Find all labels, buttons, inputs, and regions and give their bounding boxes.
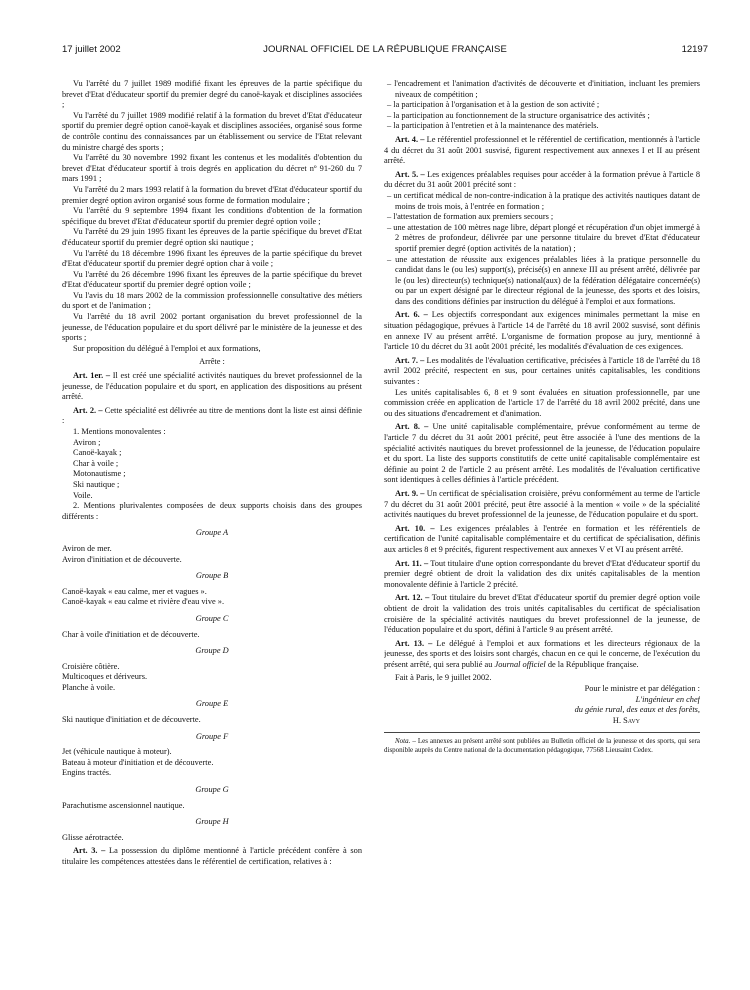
article-7-text: Les modalités de l'évaluation certificative, précisées à l'article 18 de l'arrêté du 18 avril 2002 précité, respectent en sus, pour certaines unités capitalisables, les conditions suivantes :: [384, 355, 700, 387]
article-3-label: Art. 3. –: [73, 846, 106, 856]
signatory-name: H. Savy: [612, 715, 640, 725]
article-2-text: Cette spécialité est délivrée au titre de mentions dont la liste est ainsi définie :: [62, 405, 362, 426]
page-header: [62, 44, 708, 58]
group-item: Multicoques et dériveurs.: [62, 672, 148, 682]
article-2: [62, 406, 362, 427]
group-item: Aviron d'initiation et de découverte.: [62, 554, 182, 564]
group-item: Ski nautique d'initiation et de découverte.: [62, 715, 201, 725]
group-item: Canoë-kayak « eau calme et rivière d'eau vive ».: [62, 597, 225, 607]
article-6-text: Les objectifs correspondant aux exigences minimales permettant la mise en situation pédagogique, prévues à l'article 14 de l'arrêté du 18 avril 2002 susvisé, sont définis en annexe IV au présent arrêté. L'organisme de formation propose au jury, mentionné à l'article 10 du décret du 31 août 2001 précité, les modalités d'évaluation de ces exigences.: [384, 310, 700, 352]
article-6: [384, 310, 700, 352]
article-4-label: Art. 4. –: [395, 134, 425, 144]
right-column: [384, 79, 700, 979]
article-4: [384, 135, 700, 167]
group-item: Parachutisme ascensionnel nautique.: [62, 800, 185, 810]
signature-line-2: L'ingénieur en chef: [635, 694, 700, 704]
article-11-text: Tout titulaire d'une option correspondante du brevet d'Etat d'éducateur sportif du premier degré obtient de droit la validation des dix unités capitalisables de la mention monovalente définie à l'article 2 précité.: [384, 558, 700, 589]
list-item: – l'encadrement et l'animation d'activités de découverte et d'initiation, incluant les premiers niveaux de compétition ;: [387, 79, 700, 99]
visa-paragraph: Vu l'arrêté du 18 décembre 1996 fixant les épreuves de la partie spécifique du brevet d'Etat d'éducateur sportif du premier degré option char à voile ;: [62, 248, 362, 269]
visa-paragraph: Vu l'arrêté du 7 juillet 1989 modifié fixant les épreuves de la partie spécifique du brevet d'Etat d'éducateur sportif du premier degré du canoë-kayak et disciplines associées ;: [62, 79, 362, 110]
signature-line-3: du génie rural, des eaux et des forêts,: [574, 705, 700, 715]
article-9-label: Art. 9. –: [395, 488, 425, 498]
group-item: Planche à voile.: [62, 682, 116, 692]
article-3-text: La possession du diplôme mentionné à l'article précédent confère à son titulaire les compétences attestées dans le référentiel de certification, relatives à :: [62, 846, 362, 866]
group-heading: Groupe A: [195, 528, 229, 538]
visa-paragraph: Vu l'arrêté du 9 septembre 1994 fixant les conditions d'obtention de la formation spécifique du brevet d'Etat d'éducateur sportif du premier degré option voile ;: [62, 206, 362, 226]
mono-mention: Voile.: [73, 490, 93, 500]
visa-paragraph: Vu l'arrêté du 29 juin 1995 fixant les épreuves de la partie spécifique du brevet d'Etat d'éducateur sportif du premier degré option ski nautique ;: [62, 227, 362, 247]
groups-list: [62, 528, 362, 843]
list-item: – la participation à l'organisation et à la gestion de son activité ;: [387, 100, 600, 110]
article-7-label: Art. 7. –: [395, 355, 425, 365]
list-item: – une attestation de 100 mètres nage libre, départ plongé et récupération d'un objet immergé à 2 mètres de profondeur, délivrée par une personne titulaire du brevet d'Etat d'éducateur sportif premier degré (option activités de la natation) ;: [387, 222, 700, 253]
mono-mention: Motonautisme ;: [73, 469, 126, 479]
article-12-text: Tout titulaire du brevet d'Etat d'éducateur sportif du premier degré option voile obtient de droit la validation des trois unités capitalisables du certificat de spécialisation croisière de la spécialité activités nautiques du brevet professionnel de la jeunesse, de l'éducation populaire et du sport, défini à l'article 9 au présent arrêté.: [384, 593, 700, 635]
article-1-text: Il est créé une spécialité activités nautiques du brevet professionnel de la jeunesse, de l'éducation populaire et du sport, en application des dispositions au présent arrêté.: [62, 371, 362, 402]
pluri-title: 2. Mentions plurivalentes composées de deux supports choisis dans des groupes différents :: [62, 501, 362, 521]
visa-paragraph: Sur proposition du délégué à l'emploi et aux formations,: [73, 343, 261, 353]
article-5: [384, 170, 700, 191]
page-number: 12197: [681, 44, 708, 55]
visa-paragraph: Vu l'arrêté du 30 novembre 1992 fixant les contenus et les modalités d'obtention du brevet d'Etat d'éducateur sportif à trois degrés en application du décret nº 91-260 du 7 mars 1991 ;: [62, 153, 362, 184]
visa-paragraph: Vu l'arrêté du 7 juillet 1989 modifié relatif à la formation du brevet d'Etat d'éducateur sportif du premier degré option canoë-kayak et disciplines associées, organisé sous forme de contrôle continu des connaissances par un établissement ou service de l'Etat relevant du ministre chargé des sports ;: [62, 110, 362, 152]
article-8-text: Une unité capitalisable complémentaire, prévue conformément au terme de l'article 7 du décret du 31 août 2001 précité, peut être associée à l'une des mentions de la spécialité activités nautiques du brevet professionnel de la jeunesse, de l'éducation populaire et du sport. La liste des supports constitutifs de cette unité capitalisable complémentaire est définie au point 2 de l'article 2 au présent arrêté. Les modalités de l'évaluation certificative sont identiques à celles définies à l'article précédent.: [384, 422, 700, 485]
article-11: [384, 559, 700, 591]
group-heading: Groupe F: [195, 731, 229, 741]
header-date: 17 juillet 2002: [62, 44, 121, 55]
mono-mention: Aviron ;: [73, 437, 101, 447]
article-11-label: Art. 11. –: [395, 558, 429, 568]
group-item: Glisse aérotractée.: [62, 832, 124, 842]
list-item: – la participation à l'entretien et à la maintenance des matériels.: [387, 121, 599, 131]
left-column: [62, 79, 362, 979]
article-13-end: de la République française.: [547, 659, 639, 669]
list-item: – l'attestation de formation aux premiers secours ;: [387, 212, 554, 222]
article-13-journal: Journal officiel: [494, 659, 546, 669]
article-13-label: Art. 13. –: [395, 638, 433, 648]
list-item: – une attestation de réussite aux exigences préalables liées à la pratique personnelle du candidat dans le (ou les) support(s), précisé(s) en annexe III au présent arrêté, délivrée par le (ou les) directeur(s) technique(s) national(aux) de la fédération délégataire concernée(s) ou par un expert désigné par le directeur régional de la jeunesse, des sports et des loisirs, dans des conditions définies par instruction du délégué à l'emploi et aux formations.: [387, 254, 700, 306]
signature-line-1: Pour le ministre et par délégation :: [584, 684, 700, 694]
article-10-text: Les exigences préalables à l'entrée en formation et les référentiels de certification de l'unité capitalisable complémentaire et du certificat de spécialisation, définis aux articles 8 et 9 précités, figurent respectivement aux annexes V et VI au présent arrêté.: [384, 523, 700, 554]
article-10-label: Art. 10. –: [395, 523, 435, 533]
group-heading: Groupe D: [195, 646, 229, 656]
article-3: [62, 846, 362, 867]
mono-mention: Char à voile ;: [73, 458, 119, 468]
article-4-text: Le référentiel professionnel et le référentiel de certification, mentionnés à l'article 4 du décret du 31 août 2001 susvisé, figurent respectivement aux annexes I et II au présent arrêté.: [384, 134, 700, 166]
article-2-label: Art. 2. –: [73, 405, 103, 415]
article-8: [384, 422, 700, 486]
visa-paragraph: Vu l'arrêté du 18 avril 2002 portant organisation du brevet professionnel de la jeunesse, de l'éducation populaire et du sport délivré par le ministère de la jeunesse et des sports ;: [62, 312, 362, 343]
group-heading: Groupe H: [195, 817, 229, 827]
list-item: – un certificat médical de non-contre-indication à la pratique des activités nautiques datant de moins de trois mois, à l'entrée en formation ;: [387, 190, 700, 211]
group-item: Aviron de mer.: [62, 543, 112, 553]
group-item: Jet (véhicule nautique à moteur).: [62, 747, 172, 757]
article-10: [384, 524, 700, 556]
group-item: Croisière côtière.: [62, 661, 120, 671]
group-item: Canoë-kayak « eau calme, mer et vagues ».: [62, 586, 207, 596]
mono-title: 1. Mentions monovalentes :: [73, 427, 166, 436]
article-1: [62, 371, 362, 403]
article-3-items: [384, 79, 700, 132]
group-heading: Groupe E: [195, 699, 229, 709]
article-7: [384, 356, 700, 388]
visa-paragraph: Vu l'arrêté du 2 mars 1993 relatif à la formation du brevet d'Etat d'éducateur sportif du premier degré option aviron organisé sous forme de formation modulaire ;: [62, 184, 362, 205]
group-heading: Groupe B: [195, 571, 229, 581]
visa-paragraph: Vu l'arrêté du 26 décembre 1996 fixant les épreuves de la partie spécifique du brevet d'Etat d'éducateur sportif du premier degré option voile ;: [62, 269, 362, 290]
arrete-heading: Arrête :: [199, 357, 225, 367]
article-13: [384, 639, 700, 671]
article-6-label: Art. 6. –: [395, 310, 428, 320]
group-item: Engins tractés.: [62, 768, 112, 778]
group-heading: Groupe C: [195, 613, 229, 623]
group-item: Bateau à moteur d'initiation et de découverte.: [62, 757, 214, 767]
footnote-label: Nota. –: [395, 737, 416, 746]
visas-list: [62, 79, 362, 354]
group-item: Char à voile d'initiation et de découverte.: [62, 629, 200, 639]
article-13-text: Le délégué à l'emploi et aux formations et les directeurs régionaux de la jeunesse, des sports et des loisirs sont chargés, chacun en ce qui le concerne, de l'exécution du présent arrêté, qui sera publié au: [384, 638, 700, 669]
journal-title: JOURNAL OFFICIEL DE LA RÉPUBLIQUE FRANÇAISE: [263, 44, 507, 55]
list-item: – la participation au fonctionnement de la structure organisatrice des activités ;: [387, 110, 650, 120]
footnote-text: Les annexes au présent arrêté sont publiées au Bulletin officiel de la jeunesse et des sports, qui sera disponible auprès du Centre national de la documentation pédagogique, 77568 Lieusaint Cedex.: [384, 737, 700, 754]
signed-place-date: Fait à Paris, le 9 juillet 2002.: [395, 673, 492, 683]
mono-list: [62, 438, 362, 502]
visa-paragraph: Vu l'avis du 18 mars 2002 de la commission professionnelle consultative des métiers du sport et de l'animation ;: [62, 290, 362, 311]
article-12-label: Art. 12. –: [395, 593, 430, 603]
group-heading: Groupe G: [195, 785, 229, 795]
article-9: [384, 489, 700, 521]
article-12: [384, 593, 700, 635]
article-5-items: [384, 191, 700, 308]
article-5-text: Les exigences préalables requises pour accéder à la formation prévue à l'article 8 du décret du 31 août 2001 précité sont :: [384, 169, 700, 190]
article-9-text: Un certificat de spécialisation croisière, prévu conformément au terme de l'article 7 du décret du 31 août 2001 précité, peut être associé à la mention « voile » de la spécialité activités nautiques du brevet professionnel de la jeunesse, de l'éducation populaire et du sport.: [384, 488, 700, 520]
footnote: [384, 732, 700, 754]
mono-mention: Ski nautique ;: [73, 479, 120, 489]
article-1-label: Art. 1er. –: [73, 371, 111, 381]
mono-mention: Canoë-kayak ;: [73, 448, 122, 458]
article-8-label: Art. 8. –: [395, 422, 429, 432]
article-7-paragraph: Les unités capitalisables 6, 8 et 9 sont évaluées en situation professionnelle, par une commission créée en application de l'article 17 de l'arrêté du 18 avril 2002 précité, dans une ou des situations d'encadrement et d'animation.: [384, 387, 700, 418]
article-5-label: Art. 5. –: [395, 169, 425, 179]
